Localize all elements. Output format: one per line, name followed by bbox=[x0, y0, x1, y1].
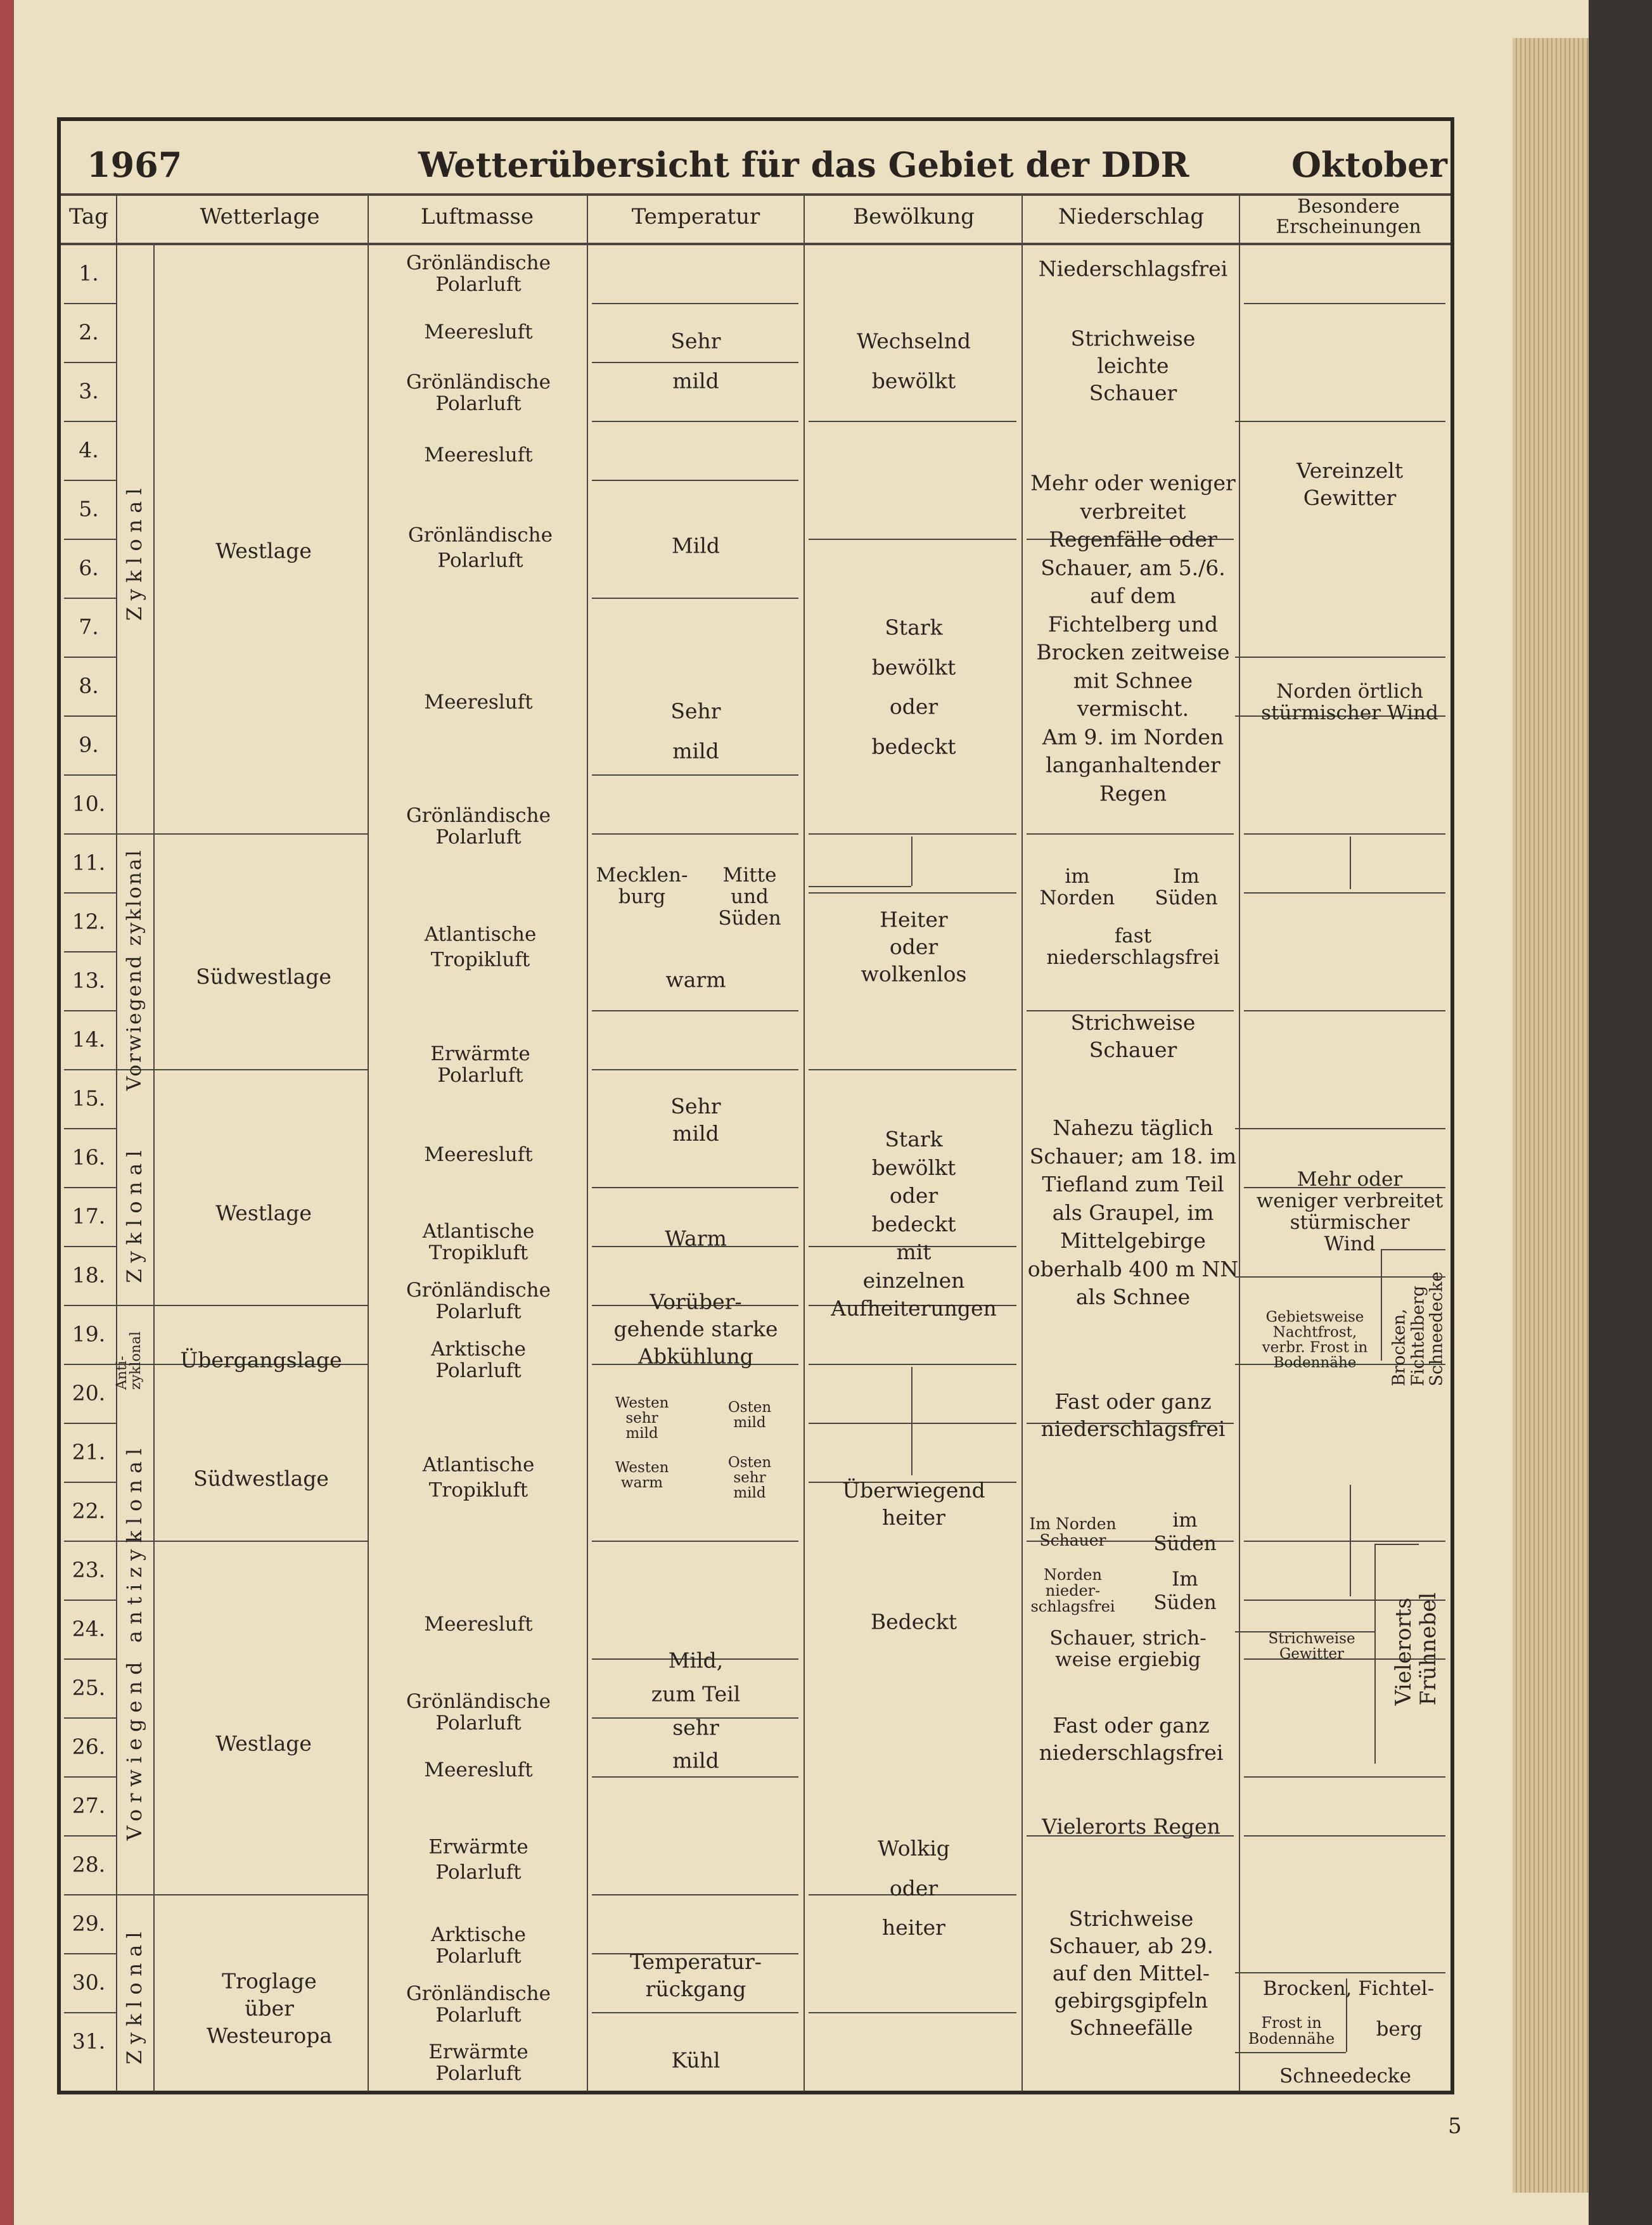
niederschlag-8b: im Süden bbox=[1153, 1508, 1217, 1555]
month: Oktober bbox=[1291, 144, 1447, 185]
page-number: 5 bbox=[1448, 2113, 1462, 2139]
h-rule bbox=[592, 421, 798, 422]
luftmasse-7: Grönländische Polarluft bbox=[406, 804, 551, 849]
niederschlag-13: Strichweise Schauer, ab 29. auf den Mittel- gebirgsgipfeln Schneefälle bbox=[1049, 1906, 1213, 2040]
temperatur-8b: Osten mild bbox=[727, 1399, 772, 1431]
h-rule bbox=[1244, 1010, 1445, 1011]
page-stack-edges bbox=[1513, 38, 1589, 2193]
day-number: 1. bbox=[79, 260, 99, 286]
h-rule bbox=[809, 2012, 1016, 2013]
niederschlag-5: Strichweise Schauer bbox=[1070, 1010, 1196, 1062]
temperatur-10: Mild, zum Teil sehr mild bbox=[651, 1648, 741, 1773]
h-rule bbox=[592, 1010, 798, 1011]
luftmasse-17: Meeresluft bbox=[424, 1758, 533, 1781]
day-number: 13. bbox=[72, 968, 106, 993]
h-rule bbox=[64, 657, 116, 658]
h-rule bbox=[64, 539, 116, 540]
h-rule bbox=[64, 1069, 116, 1070]
wetterlage-2: Südwestlage bbox=[196, 964, 331, 989]
besondere-6a: Brocken, Fichtel- bbox=[1262, 1977, 1435, 2000]
v-rule bbox=[1239, 193, 1240, 2091]
niederschlag-6: Nahezu täglich Schauer; am 18. im Tiefland zum Teil als Graupel, im Mittelgebirge oberhalb 400 m NN als Schnee bbox=[1027, 1115, 1239, 1310]
day-number: 20. bbox=[72, 1380, 106, 1406]
h-rule bbox=[592, 833, 798, 835]
col-header-tag: Tag bbox=[68, 203, 109, 229]
day-number: 25. bbox=[72, 1675, 106, 1700]
besondere-6b: Frost in Bodennähe bbox=[1248, 2013, 1335, 2048]
temperatur-2: Mild bbox=[671, 533, 720, 558]
h-rule bbox=[1244, 1835, 1445, 1837]
h-rule bbox=[64, 1835, 116, 1837]
day-number: 24. bbox=[72, 1616, 106, 1641]
h-rule bbox=[809, 892, 1016, 894]
bewoelkung-4: Stark bewölkt oder bedeckt mit einzelnen Aufheiterungen bbox=[831, 1127, 997, 1321]
h-rule bbox=[64, 598, 116, 599]
niederschlag-9b: Im Süden bbox=[1153, 1567, 1217, 1614]
zyklonal-group-1: Zyklonal bbox=[122, 482, 146, 621]
luftmasse-16: Grönländische Polarluft bbox=[406, 1690, 551, 1734]
h-rule bbox=[64, 1953, 116, 1954]
h-rule bbox=[809, 833, 1016, 835]
luftmasse-19: Arktische Polarluft bbox=[431, 1923, 526, 1968]
h-rule bbox=[64, 1776, 116, 1778]
h-rule bbox=[1235, 421, 1445, 422]
v-rule bbox=[804, 193, 805, 2091]
col-header-bewoelkung: Bewölkung bbox=[853, 203, 975, 229]
niederschlag-11: Fast oder ganz niederschlagsfrei bbox=[1039, 1713, 1224, 1765]
h-rule bbox=[592, 1894, 798, 1895]
h-rule bbox=[64, 892, 116, 894]
v-rule bbox=[153, 244, 155, 2091]
day-number: 17. bbox=[72, 1203, 106, 1229]
bewoelkung-6: Bedeckt bbox=[870, 1609, 957, 1634]
v-rule bbox=[1374, 1544, 1376, 1764]
h-rule bbox=[1244, 833, 1445, 835]
v-rule bbox=[1381, 1249, 1382, 1361]
h-rule bbox=[64, 421, 116, 422]
day-number: 16. bbox=[72, 1145, 106, 1170]
h-rule bbox=[592, 2012, 798, 2013]
wetterlage-7: Troglage über Westeuropa bbox=[206, 1968, 333, 2048]
h-rule bbox=[116, 1305, 368, 1306]
h-rule bbox=[64, 774, 116, 776]
h-rule bbox=[1244, 1541, 1445, 1542]
wetterlage-3: Westlage bbox=[215, 1200, 312, 1226]
temperatur-12: Kühl bbox=[671, 2048, 720, 2073]
day-number: 26. bbox=[72, 1734, 106, 1759]
day-number: 5. bbox=[79, 496, 99, 522]
h-rule bbox=[592, 1069, 798, 1070]
niederschlag-10: Schauer, strich- weise ergiebig bbox=[1049, 1626, 1207, 1671]
day-number: 12. bbox=[72, 909, 106, 934]
h-rule bbox=[64, 362, 116, 363]
h-rule bbox=[116, 1541, 368, 1542]
h-rule bbox=[64, 1717, 116, 1719]
h-rule bbox=[64, 303, 116, 304]
day-number: 14. bbox=[72, 1027, 106, 1052]
h-rule bbox=[64, 1894, 116, 1895]
temperatur-8a: Westen sehr mild bbox=[615, 1394, 669, 1442]
niederschlag-9a: Norden nieder- schlagsfrei bbox=[1030, 1566, 1115, 1616]
wetterlage-4: Übergangslage bbox=[180, 1347, 342, 1373]
temperatur-1: Sehr mild bbox=[670, 328, 721, 393]
luftmasse-18: Erwärmte Polarluft bbox=[428, 1835, 528, 1884]
h-rule bbox=[64, 1482, 116, 1483]
wetterlage-1: Westlage bbox=[215, 538, 312, 563]
h-rule bbox=[61, 193, 1450, 196]
h-rule bbox=[64, 1423, 116, 1424]
h-rule bbox=[116, 833, 368, 835]
luftmasse-21: Erwärmte Polarluft bbox=[428, 2040, 528, 2085]
h-rule bbox=[1235, 2052, 1346, 2053]
h-rule bbox=[64, 833, 116, 835]
luftmasse-20: Grönländische Polarluft bbox=[406, 1982, 551, 2027]
v-rule bbox=[1021, 193, 1023, 2091]
luftmasse-15: Meeresluft bbox=[424, 1612, 533, 1636]
wetterlage-6: Westlage bbox=[215, 1731, 312, 1756]
bewoelkung-3: Heiter oder wolkenlos bbox=[861, 907, 967, 987]
v-rule bbox=[587, 193, 588, 2091]
h-rule bbox=[592, 1187, 798, 1188]
niederschlag-4c: fast niederschlagsfrei bbox=[1046, 924, 1220, 969]
luftmasse-13: Arktische Polarluft bbox=[431, 1337, 526, 1382]
year: 1967 bbox=[87, 144, 182, 185]
bewoelkung-5: Überwiegend heiter bbox=[842, 1478, 985, 1530]
niederschlag-7: Fast oder ganz niederschlagsfrei bbox=[1041, 1389, 1226, 1441]
h-rule bbox=[809, 421, 1016, 422]
luftmasse-3: Grönländische Polarluft bbox=[406, 370, 551, 415]
h-rule bbox=[64, 1305, 116, 1306]
luftmasse-11: Atlantische Tropikluft bbox=[422, 1219, 535, 1264]
zyklonal-group-5: Vorwiegend antizyklonal bbox=[122, 1442, 146, 1841]
temperatur-4b: Mitte und Süden bbox=[718, 863, 781, 930]
h-rule bbox=[64, 1600, 116, 1601]
col-header-niederschlag: Niederschlag bbox=[1058, 203, 1205, 229]
besondere-3: Mehr oder weniger verbreitet stürmischer Wind bbox=[1256, 1167, 1444, 1256]
day-number: 30. bbox=[72, 1970, 106, 1995]
niederschlag-1: Niederschlagsfrei bbox=[1038, 256, 1228, 281]
h-rule bbox=[809, 886, 911, 887]
book-spine-edge bbox=[0, 0, 14, 2225]
luftmasse-14: Atlantische Tropikluft bbox=[422, 1453, 535, 1502]
col-header-besondere: Besondere Erscheinungen bbox=[1276, 195, 1421, 238]
h-rule bbox=[64, 1010, 116, 1011]
luftmasse-8: Atlantische Tropikluft bbox=[424, 923, 537, 971]
luftmasse-2: Meeresluft bbox=[424, 320, 533, 343]
h-rule bbox=[64, 1187, 116, 1188]
day-number: 9. bbox=[79, 732, 99, 757]
h-rule bbox=[64, 480, 116, 481]
niederschlag-4a: im Norden bbox=[1039, 864, 1115, 909]
bewoelkung-2: Stark bewölkt oder bedeckt bbox=[871, 615, 956, 759]
h-rule bbox=[1235, 657, 1445, 658]
temperatur-4c: warm bbox=[665, 967, 726, 992]
luftmasse-4: Meeresluft bbox=[424, 443, 533, 466]
page-title: Wetterübersicht für das Gebiet der DDR bbox=[418, 144, 1189, 185]
besondere-5b: Vielerorts Frühnebel bbox=[1390, 1592, 1441, 1706]
bewoelkung-1: Wechselnd bewölkt bbox=[857, 328, 971, 393]
besondere-5a: Strichweise Gewitter bbox=[1268, 1630, 1355, 1662]
day-number: 22. bbox=[72, 1498, 106, 1523]
h-rule bbox=[809, 1364, 1016, 1365]
luftmasse-5: Grönländische Polarluft bbox=[408, 523, 553, 572]
h-rule bbox=[592, 1541, 798, 1542]
niederschlag-12: Vielerorts Regen bbox=[1042, 1814, 1220, 1839]
temperatur-6: Warm bbox=[665, 1226, 727, 1251]
day-number: 6. bbox=[79, 555, 99, 580]
v-rule bbox=[1350, 837, 1351, 889]
luftmasse-1: Grönländische Polarluft bbox=[406, 251, 551, 296]
zyklonal-group-2: Vorwiegend zyklonal bbox=[123, 848, 146, 1091]
zyklonal-group-3: Zyklonal bbox=[122, 1144, 146, 1283]
day-number: 4. bbox=[79, 437, 99, 463]
day-number: 2. bbox=[79, 319, 99, 345]
h-rule bbox=[1235, 1972, 1445, 1973]
h-rule bbox=[1244, 1776, 1445, 1778]
temperatur-4a: Mecklen- burg bbox=[596, 863, 688, 908]
h-rule bbox=[116, 1894, 368, 1895]
zyklonal-group-6: Zyklonal bbox=[122, 1925, 146, 2065]
niederschlag-4b: Im Süden bbox=[1155, 864, 1218, 909]
h-rule bbox=[64, 1541, 116, 1542]
h-rule bbox=[592, 774, 798, 776]
h-rule bbox=[61, 243, 1450, 245]
h-rule bbox=[592, 303, 798, 304]
temperatur-9a: Westen warm bbox=[615, 1459, 669, 1491]
h-rule bbox=[592, 480, 798, 481]
day-number: 11. bbox=[72, 850, 106, 875]
besondere-2: Norden örtlich stürmischer Wind bbox=[1261, 679, 1438, 724]
luftmasse-10: Meeresluft bbox=[424, 1143, 533, 1166]
day-number: 29. bbox=[72, 1911, 106, 1936]
v-rule bbox=[1350, 1485, 1351, 1596]
v-rule bbox=[911, 1367, 912, 1475]
day-number: 7. bbox=[79, 614, 99, 639]
besondere-1: Vereinzelt Gewitter bbox=[1296, 458, 1404, 510]
zyklonal-group-4: Anti- zyklonal bbox=[114, 1331, 144, 1390]
h-rule bbox=[64, 1364, 116, 1365]
h-rule bbox=[64, 2012, 116, 2013]
besondere-4a: Gebietsweise Nachtfrost, verbr. Frost in Bodennähe bbox=[1262, 1309, 1368, 1372]
niederschlag-2: Strichweise leichte Schauer bbox=[1070, 326, 1196, 406]
col-header-temperatur: Temperatur bbox=[631, 203, 760, 229]
day-number: 28. bbox=[72, 1852, 106, 1877]
h-rule bbox=[1235, 1128, 1445, 1129]
h-rule bbox=[809, 1069, 1016, 1070]
day-number: 15. bbox=[72, 1086, 106, 1111]
h-rule bbox=[64, 715, 116, 717]
luftmasse-6: Meeresluft bbox=[424, 690, 533, 714]
v-rule bbox=[368, 193, 369, 2091]
col-header-wetterlage: Wetterlage bbox=[200, 203, 320, 229]
h-rule bbox=[1244, 892, 1445, 894]
table-frame bbox=[57, 117, 1454, 2094]
day-number: 8. bbox=[79, 673, 99, 698]
day-number: 10. bbox=[72, 791, 106, 816]
h-rule bbox=[809, 1423, 1016, 1424]
day-number: 18. bbox=[72, 1262, 106, 1288]
h-rule bbox=[809, 539, 1016, 540]
h-rule bbox=[592, 598, 798, 599]
day-number: 3. bbox=[79, 378, 99, 404]
temperatur-7: Vorüber- gehende starke Abkühlung bbox=[613, 1289, 778, 1369]
day-number: 27. bbox=[72, 1793, 106, 1818]
h-rule bbox=[116, 1069, 368, 1070]
temperatur-3: Sehr mild bbox=[670, 698, 721, 763]
h-rule bbox=[64, 951, 116, 952]
h-rule bbox=[64, 1658, 116, 1660]
h-rule bbox=[1027, 833, 1234, 835]
temperatur-5: Sehr mild bbox=[670, 1094, 721, 1146]
luftmasse-9: Erwärmte Polarluft bbox=[430, 1042, 530, 1087]
h-rule bbox=[1374, 1544, 1419, 1545]
book-cover-edge bbox=[1589, 0, 1652, 2225]
day-number: 21. bbox=[72, 1439, 106, 1465]
besondere-6c: berg bbox=[1376, 2017, 1423, 2041]
besondere-6d: Schneedecke bbox=[1279, 2064, 1411, 2087]
h-rule bbox=[64, 1128, 116, 1129]
h-rule bbox=[64, 1246, 116, 1247]
niederschlag-3: Mehr oder weniger verbreitet Regenfälle oder Schauer, am 5./6. auf dem Fichtelberg und Brocken zeitweise mit Schnee vermischt. Am 9. im Norden langanhaltender Regen bbox=[1030, 470, 1236, 806]
wetterlage-5: Südwestlage bbox=[193, 1466, 329, 1491]
h-rule bbox=[1244, 303, 1445, 304]
day-number: 23. bbox=[72, 1557, 106, 1582]
niederschlag-8a: Im Norden Schauer bbox=[1029, 1514, 1117, 1549]
luftmasse-12: Grönländische Polarluft bbox=[406, 1278, 551, 1323]
temperatur-11: Temperatur- rückgang bbox=[630, 1949, 762, 2001]
col-header-luftmasse: Luftmasse bbox=[420, 203, 534, 229]
besondere-4b: Brocken, Fichtelberg Schneedecke bbox=[1389, 1271, 1447, 1387]
temperatur-9b: Osten sehr mild bbox=[727, 1454, 772, 1502]
bewoelkung-7: Wolkig oder heiter bbox=[878, 1835, 950, 1940]
day-number: 19. bbox=[72, 1321, 106, 1347]
v-rule bbox=[116, 193, 117, 2091]
v-rule bbox=[911, 837, 912, 886]
day-number: 31. bbox=[72, 2029, 106, 2054]
